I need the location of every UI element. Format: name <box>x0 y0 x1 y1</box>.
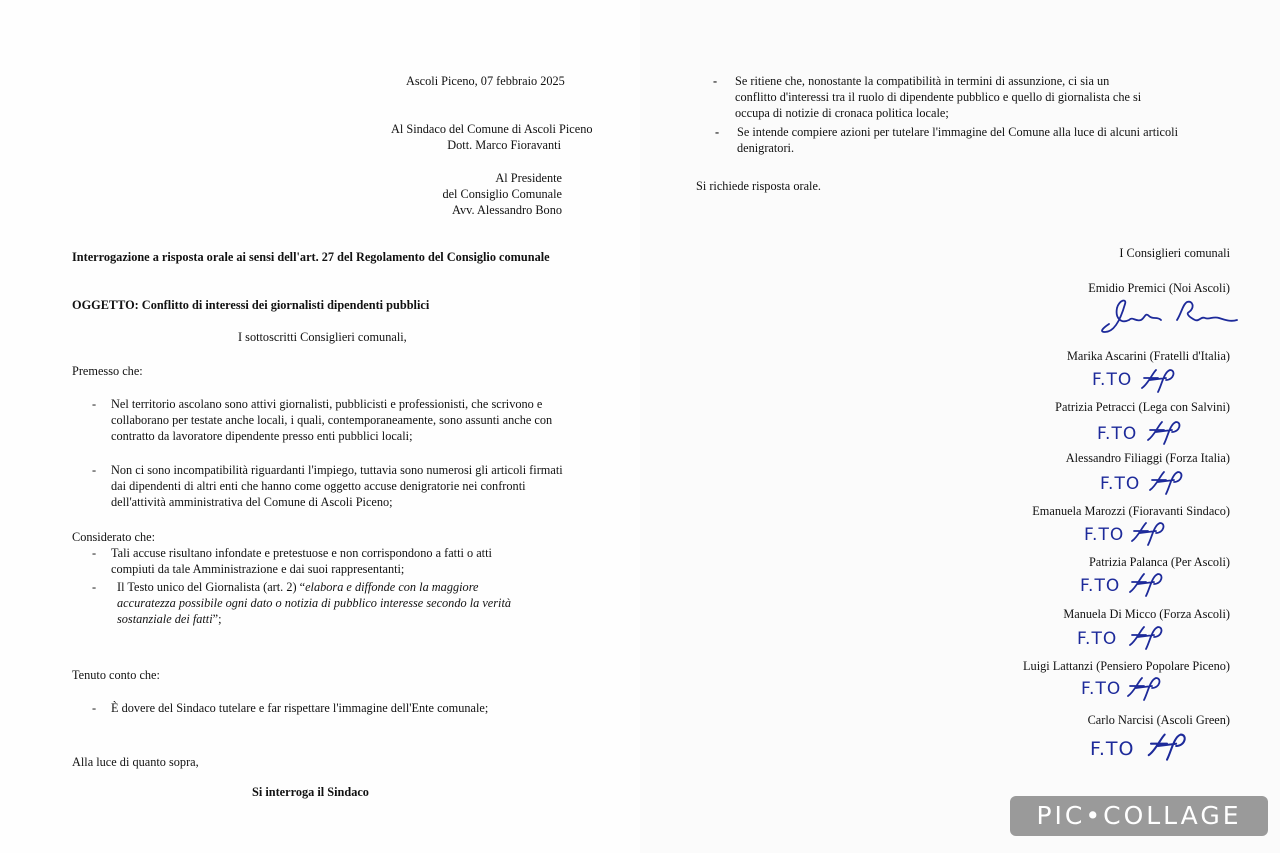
date-line: Ascoli Piceno, 07 febbraio 2025 <box>406 74 565 88</box>
premesso-heading: Premesso che: <box>72 364 143 378</box>
initials-signature <box>1128 519 1168 547</box>
signatory-name: Emidio Premici (Noi Ascoli) <box>1088 281 1230 295</box>
bullet-dash: - <box>92 546 97 560</box>
interrogazione-title: Interrogazione a risposta orale ai sensi dell'art. 27 del Regolamento del Consiglio comunale <box>72 250 550 264</box>
initials-signature <box>1126 623 1166 651</box>
oggetto-line: OGGETTO: Conflitto di interessi dei giornalisti dipendenti pubblici <box>72 298 430 312</box>
handwritten-signature <box>1095 294 1240 336</box>
right-page <box>640 0 1280 853</box>
bullet-dash: - <box>92 701 97 715</box>
signatory-name: Luigi Lattanzi (Pensiero Popolare Piceno) <box>1023 659 1230 673</box>
request-item-1-line-1: Se ritiene che, nonostante la compatibilità in termini di assunzione, ci sia un <box>735 74 1110 88</box>
considerato-item-1-line-2: compiuti da tale Amministrazione e dai suoi rappresentanti; <box>111 562 405 576</box>
signatory-name: Patrizia Petracci (Lega con Salvini) <box>1055 400 1230 414</box>
recipient-sindaco-name: Dott. Marco Fioravanti <box>447 138 561 152</box>
premesso-item-1-line-1: Nel territorio ascolano sono attivi giornalisti, pubblicisti e professionisti, che scrivono e <box>111 397 543 411</box>
bullet-dash: - <box>713 74 718 88</box>
initials-signature <box>1144 418 1184 446</box>
fto-mark: F.TO <box>1084 525 1125 545</box>
premesso-item-2-line-3: dell'attività amministrativa del Comune di Ascoli Piceno; <box>111 495 393 509</box>
alla-luce-line: Alla luce di quanto sopra, <box>72 755 199 769</box>
premesso-item-1-line-3: contratto da lavoratore dipendente presso enti pubblici locali; <box>111 429 413 443</box>
fto-mark: F.TO <box>1097 424 1138 444</box>
signatory-name: Carlo Narcisi (Ascoli Green) <box>1087 713 1230 727</box>
considerato-item-1-line-1: Tali accuse risultano infondate e pretestuose e non corrispondono a fatti o atti <box>111 546 492 560</box>
premesso-item-2-line-2: dai dipendenti di altri enti che hanno come oggetto accuse denigratorie nei confronti <box>111 479 526 493</box>
bullet-dash: - <box>92 463 97 477</box>
request-item-1-line-3: occupa di notizie di cronaca politica locale; <box>735 106 949 120</box>
initials-signature <box>1124 674 1164 702</box>
initials-signature <box>1126 570 1166 598</box>
bullet-dash: - <box>92 397 97 411</box>
initials-signature <box>1144 730 1190 762</box>
fto-mark: F.TO <box>1080 576 1121 596</box>
fto-mark: F.TO <box>1090 738 1135 760</box>
initials-signature <box>1146 468 1186 496</box>
considerato-heading: Considerato che: <box>72 530 155 544</box>
fto-mark: F.TO <box>1100 474 1141 494</box>
considerato-item-2-line-2: accuratezza possibile ogni dato o notizia di pubblico interesse secondo la verità <box>117 596 512 610</box>
premesso-item-2-line-1: Non ci sono incompatibilità riguardanti l'impiego, tuttavia sono numerosi gli articoli firmati <box>111 463 563 477</box>
piccollage-watermark: PIC•COLLAGE <box>1010 796 1268 836</box>
recipient-consiglio: del Consiglio Comunale <box>442 187 562 201</box>
considerato-item-2-line-3: sostanziale dei fatti”; <box>117 612 222 626</box>
signatory-name: Manuela Di Micco (Forza Ascoli) <box>1063 607 1230 621</box>
signatory-name: Patrizia Palanca (Per Ascoli) <box>1088 555 1230 569</box>
premesso-item-1-line-2: collaborano per testate anche locali, i quali, contemporaneamente, sono assunti anche con <box>111 413 553 427</box>
fto-mark: F.TO <box>1081 679 1122 699</box>
tenuto-item: È dovere del Sindaco tutelare e far rispettare l'immagine dell'Ente comunale; <box>111 701 489 715</box>
fto-mark: F.TO <box>1077 629 1118 649</box>
request-item-2-line-1: Se intende compiere azioni per tutelare l'immagine del Comune alla luce di alcuni articoli <box>737 125 1178 139</box>
tenuto-heading: Tenuto conto che: <box>72 668 160 682</box>
request-item-1-line-2: conflitto d'interessi tra il ruolo di dipendente pubblico e quello di giornalista che si <box>735 90 1142 104</box>
bullet-dash: - <box>715 125 720 139</box>
recipient-presidente: Al Presidente <box>495 171 562 185</box>
si-interroga-line: Si interroga il Sindaco <box>252 785 369 799</box>
fto-mark: F.TO <box>1092 370 1133 390</box>
considerato-item-2-line-1: Il Testo unico del Giornalista (art. 2) “elabora e diffonde con la maggiore <box>117 580 479 594</box>
bullet-dash: - <box>92 580 97 594</box>
recipient-sindaco: Al Sindaco del Comune di Ascoli Piceno <box>391 122 593 136</box>
signatory-name: Marika Ascarini (Fratelli d'Italia) <box>1066 349 1230 363</box>
risposta-line: Si richiede risposta orale. <box>696 179 821 193</box>
initials-signature <box>1138 366 1178 394</box>
consiglieri-heading: I Consiglieri comunali <box>1119 246 1230 260</box>
sottoscritti-line: I sottoscritti Consiglieri comunali, <box>238 330 407 344</box>
signatory-name: Emanuela Marozzi (Fioravanti Sindaco) <box>1032 504 1230 518</box>
request-item-2-line-2: denigratori. <box>737 141 795 155</box>
recipient-presidente-name: Avv. Alessandro Bono <box>452 203 562 217</box>
signatory-name: Alessandro Filiaggi (Forza Italia) <box>1065 451 1230 465</box>
